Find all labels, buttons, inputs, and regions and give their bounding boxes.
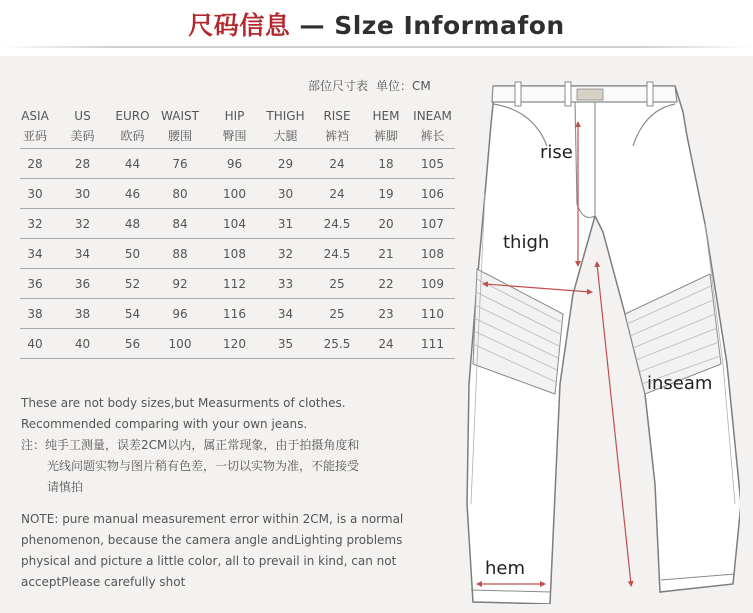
table-cell: 34 [50,239,115,269]
thigh-label: thigh [503,232,550,253]
table-cell: 32 [50,209,115,239]
table-cell: 40 [50,329,115,359]
table-cell: 109 [410,269,455,299]
col-header-euro: EURO 欧码 [115,109,150,143]
table-cell: 107 [410,209,455,239]
note-line: physical and picture a little color, all to prevail in kind, can not [21,554,397,568]
table-cell: 96 [210,149,259,179]
unit-table-label: 部位尺寸表 [308,79,369,93]
table-cell: 36 [20,269,50,299]
page-title [188,6,564,42]
table-cell: 30 [50,179,115,209]
table-cell: 44 [115,149,150,179]
table-cell: 36 [50,269,115,299]
title-underline [0,46,753,48]
table-cell: 46 [115,179,150,209]
inseam-label: inseam [647,373,713,394]
unit-label: 单位：CM [376,79,431,93]
unit-line [308,77,431,94]
col-header-asia: ASIA 亚码 [21,109,49,143]
table-cell: 20 [362,209,410,239]
table-row [20,239,455,269]
table-cell: 34 [259,299,312,329]
col-header-rise: RISE 裤裆 [323,109,351,143]
col-header-inseam: INEAM 裤长 [413,109,452,143]
table-cell: 22 [362,269,410,299]
table-row [20,299,455,329]
title-english: Slze Informafon [334,11,565,40]
note-line: phenomenon, because the camera angle andLighting problems [21,533,403,547]
table-cell: 21 [362,239,410,269]
table-cell: 52 [115,269,150,299]
rise-label: rise [540,142,573,163]
table-cell: 104 [210,209,259,239]
table-cell: 30 [20,179,50,209]
note-line: These are not body sizes,but Measurments of clothes. [21,396,346,410]
table-row [20,149,455,179]
table-cell: 88 [150,239,210,269]
table-cell: 108 [210,239,259,269]
table-cell: 24.5 [312,209,362,239]
table-cell: 92 [150,269,210,299]
table-cell: 28 [50,149,115,179]
title-separator: — [290,11,335,40]
table-cell: 96 [150,299,210,329]
table-cell: 50 [115,239,150,269]
table-cell: 108 [410,239,455,269]
table-cell: 24 [312,149,362,179]
table-cell: 34 [20,239,50,269]
table-cell: 25 [312,299,362,329]
belt-loop [565,82,571,106]
table-cell: 30 [259,179,312,209]
size-table [20,104,455,359]
note-line: 光线问题实物与图片稍有色差，一切以实物为准，不能接受 [47,459,360,473]
table-cell: 24 [362,329,410,359]
note-line: 注：纯手工测量，误差2CM以内，属正常现象，由于拍摄角度和 [21,438,360,452]
table-cell: 56 [115,329,150,359]
table-cell: 54 [115,299,150,329]
notes-block [21,393,421,593]
table-cell: 33 [259,269,312,299]
table-cell: 100 [150,329,210,359]
note-gap [21,498,421,509]
table-cell: 18 [362,149,410,179]
col-header-hem: HEM 裤脚 [372,109,400,143]
table-cell: 35 [259,329,312,359]
table-cell: 24.5 [312,239,362,269]
jeans-illustration [455,64,740,604]
table-cell: 31 [259,209,312,239]
table-cell: 106 [410,179,455,209]
header [0,0,753,50]
table-header-row [20,104,455,149]
table-row [20,329,455,359]
col-header-us: US 美码 [70,109,95,143]
table-cell: 40 [20,329,50,359]
table-cell: 116 [210,299,259,329]
col-header-thigh: THIGH 大腿 [266,109,305,143]
label-patch [577,89,603,100]
table-cell: 24 [312,179,362,209]
table-row [20,179,455,209]
table-cell: 38 [50,299,115,329]
table-cell: 112 [210,269,259,299]
note-line: 请慎拍 [47,480,84,494]
note-line: acceptPlease carefully shot [21,575,186,589]
belt-loop [647,82,653,106]
main-panel [0,56,753,613]
table-cell: 25 [312,269,362,299]
table-cell: 28 [20,149,50,179]
table-cell: 48 [115,209,150,239]
note-line: Recommended comparing with your own jeans. [21,417,308,431]
table-cell: 29 [259,149,312,179]
table-cell: 23 [362,299,410,329]
table-cell: 76 [150,149,210,179]
note-line: NOTE: pure manual measurement error within 2CM, is a normal [21,512,404,526]
table-cell: 100 [210,179,259,209]
title-chinese: 尺码信息 [188,11,291,40]
table-cell: 120 [210,329,259,359]
table-cell: 38 [20,299,50,329]
table-cell: 32 [20,209,50,239]
table-cell: 105 [410,149,455,179]
table-cell: 110 [410,299,455,329]
col-header-waist: WAIST 腰围 [161,109,199,143]
table-cell: 111 [410,329,455,359]
table-cell: 25.5 [312,329,362,359]
table-cell: 32 [259,239,312,269]
table-cell: 19 [362,179,410,209]
col-header-hip: HIP 臀围 [222,109,247,143]
belt-loop [515,82,521,106]
table-row [20,209,455,239]
table-cell: 80 [150,179,210,209]
table-cell: 84 [150,209,210,239]
hem-label: hem [485,558,526,579]
table-row [20,269,455,299]
jeans-diagram [455,64,740,604]
